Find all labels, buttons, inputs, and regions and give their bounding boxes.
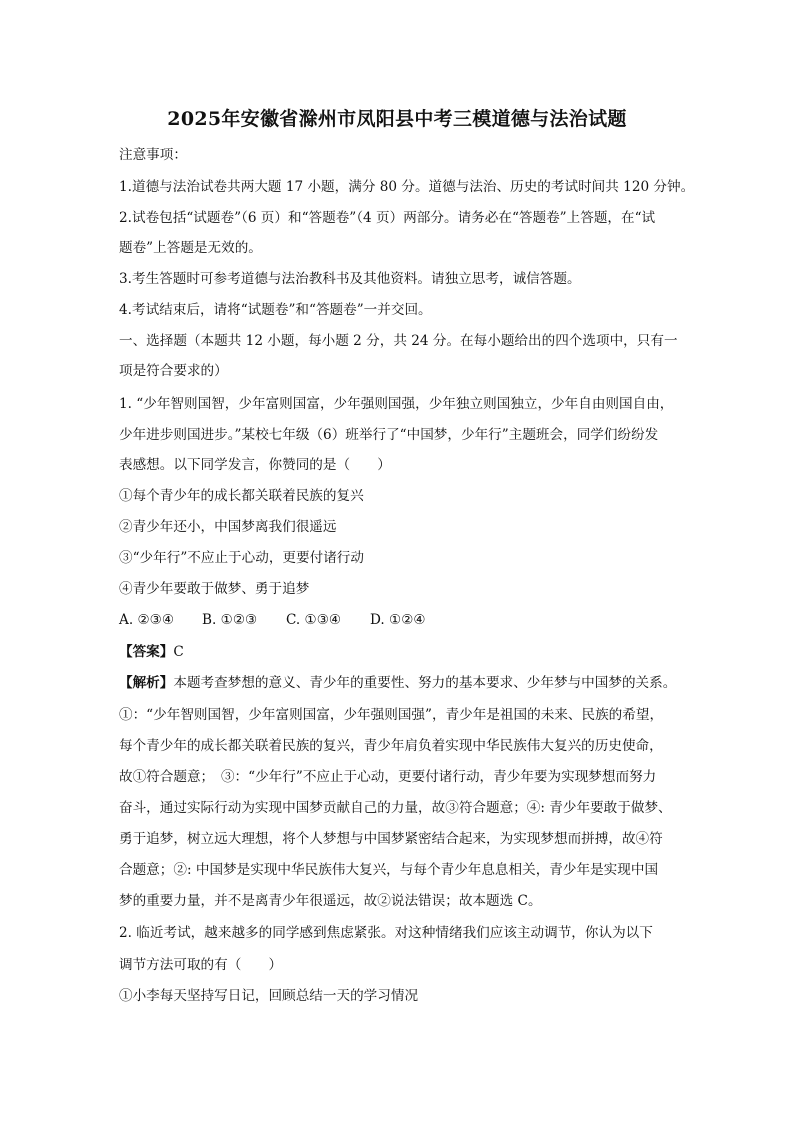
section-heading-line-1: 一、选择题（本题共 12 小题，每小题 2 分，共 24 分。在每小题给出的四个选项中，只有一 bbox=[119, 333, 678, 349]
question-2-statement-1: ①小李每天坚持写日记，回顾总结一天的学习情况 bbox=[119, 988, 419, 1004]
question-1-statement-2: ②青少年还小，中国梦离我们很遥远 bbox=[119, 519, 337, 535]
question-1-statement-4: ④青少年要敢于做梦、勇于追梦 bbox=[119, 581, 310, 597]
question-1-stem-line-1: 1. “少年智则国智，少年富则国富，少年强则国强，少年独立则国独立，少年自由则国自由， bbox=[119, 396, 674, 412]
question-2-stem-line-2: 调节方法可取的有（ ） bbox=[119, 957, 283, 973]
document-title: 2025年安徽省滁州市凤阳县中考三模道德与法治试题 bbox=[167, 108, 627, 130]
question-1-analysis-line-7: 合题意；②: 中国梦是实现中华民族伟大复兴，与每个青少年息息相关，青少年是实现中国 bbox=[119, 862, 659, 878]
notice-item-4: 4.考试结束后，请将“试题卷”和“答题卷”一并交回。 bbox=[119, 302, 432, 318]
question-1-stem-line-2: 少年进步则国进步。”某校七年级（6）班举行了“中国梦，少年行”主题班会，同学们纷纷发 bbox=[119, 427, 659, 443]
question-1-option-d: D. ①②④ bbox=[370, 612, 426, 628]
analysis-label: 【解析】 bbox=[119, 675, 174, 691]
question-1-option-c: C. ①③④ bbox=[286, 612, 342, 628]
answer-label: 【答案】 bbox=[119, 644, 174, 660]
question-1-analysis-line-2: ①：“少年智则国智，少年富则国富，少年强则国强”，青少年是祖国的未来、民族的希望， bbox=[119, 707, 664, 723]
question-1-option-a: A. ②③④ bbox=[119, 612, 175, 628]
question-1-analysis-line-8: 梦的重要力量，并不是离青少年很遥远，故②说法错误；故本题选 C。 bbox=[119, 893, 542, 909]
question-1-statement-1: ①每个青少年的成长都关联着民族的复兴 bbox=[119, 488, 364, 504]
section-heading-line-2: 项是符合要求的） bbox=[119, 363, 228, 379]
question-1-answer bbox=[119, 643, 184, 661]
question-1-stem-line-3: 表感想。以下同学发言，你赞同的是（ ） bbox=[119, 457, 391, 473]
question-1-analysis-line-4: 故①符合题意； ③：“少年行”不应止于心动，更要付诸行动，青少年要为实现梦想而努力 bbox=[119, 769, 657, 785]
answer-value: C bbox=[173, 644, 184, 660]
notice-item-2-line-2: 题卷”上答题是无效的。 bbox=[119, 240, 262, 256]
analysis-text: 本题考查梦想的意义、青少年的重要性、努力的基本要求、少年梦与中国梦的关系。 bbox=[173, 675, 677, 691]
question-1-analysis-line-1 bbox=[119, 674, 676, 692]
question-2-stem-line-1: 2. 临近考试，越来越多的同学感到焦虑紧张。对这种情绪我们应该主动调节，你认为以下 bbox=[119, 925, 653, 941]
notice-heading: 注意事项： bbox=[119, 147, 187, 163]
question-1-analysis-line-5: 奋斗，通过实际行动为实现中国梦贡献自己的力量，故③符合题意；④: 青少年要敢于做梦、 bbox=[119, 800, 672, 816]
notice-item-1: 1.道德与法治试卷共两大题 17 小题，满分 80 分。道德与法治、历史的考试时间共 120 分钟。 bbox=[119, 179, 695, 195]
question-1-statement-3: ③“少年行”不应止于心动，更要付诸行动 bbox=[119, 550, 364, 566]
notice-item-2-line-1: 2.试卷包括“试题卷”（6 页）和“答题卷”（4 页）两部分。请务必在“答题卷”上答题，在“试 bbox=[119, 210, 656, 226]
notice-item-3: 3.考生答题时可参考道德与法治教科书及其他资料。请独立思考，诚信答题。 bbox=[119, 271, 581, 287]
question-1-analysis-line-3: 每个青少年的成长都关联着民族的复兴，青少年肩负着实现中华民族伟大复兴的历史使命， bbox=[119, 738, 663, 754]
question-1-analysis-line-6: 勇于追梦，树立远大理想，将个人梦想与中国梦紧密结合起来，为实现梦想而拼搏，故④符 bbox=[119, 831, 663, 847]
question-1-option-b: B. ①②③ bbox=[202, 612, 258, 628]
